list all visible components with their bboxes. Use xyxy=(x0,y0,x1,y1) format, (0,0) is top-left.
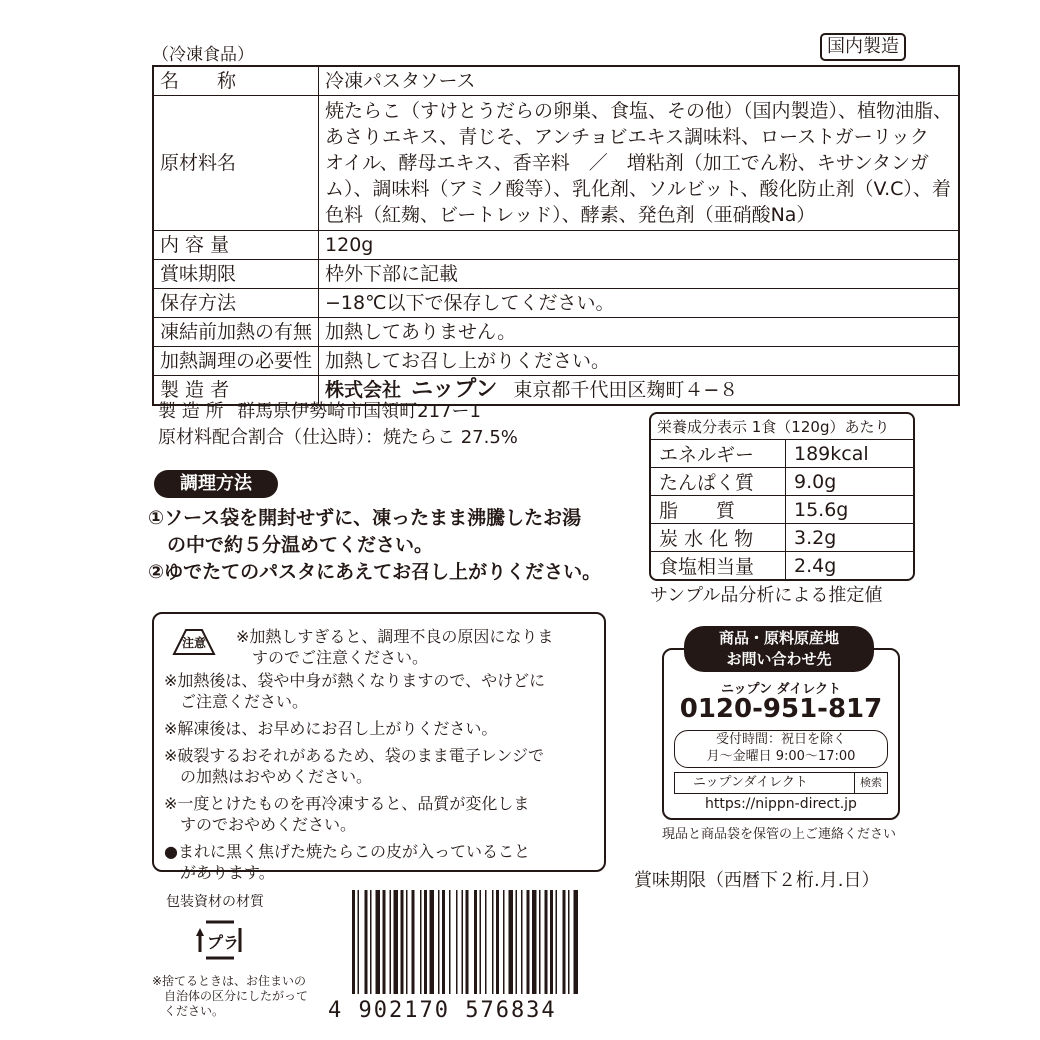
nutrition-value: 9.0g xyxy=(786,468,914,496)
contact-hours-line: 受付時間：祝日を除く xyxy=(715,732,846,747)
barcode-bar xyxy=(516,890,518,994)
packaging-note-line: ※捨てるときは、お住まいの xyxy=(152,974,307,988)
label-row-preheat xyxy=(153,318,959,347)
contact-box xyxy=(662,648,900,820)
cooking-step: ②ゆでたてのパスタにあえてお召し上がりください。 xyxy=(148,561,602,583)
factory-value: 群馬県伊勢崎市国領町217ー1 xyxy=(237,401,481,422)
ingredients-line: オイル、酵母エキス、香辛料 ／ 増粘剤（加工でん粉、キサンタンガ xyxy=(325,152,930,174)
barcode-bar xyxy=(545,890,548,994)
barcode-bar xyxy=(527,890,530,994)
caution-line: があります。 xyxy=(164,863,275,882)
barcode-bar xyxy=(352,890,355,994)
caution-icon xyxy=(172,626,216,656)
nutrition-row xyxy=(651,524,913,552)
barcode-bar xyxy=(401,890,404,994)
barcode-bar xyxy=(442,890,445,994)
ingredients-line: ム）、調味料（アミノ酸等）、乳化剤、ソルビット、酸化防止剤（V.C）、着 xyxy=(325,178,951,200)
label-key: 凍結前加熱の有無 xyxy=(153,318,319,347)
packaging-note-line: 自治体の区分にしたがって xyxy=(164,989,309,1003)
nutrition-value: 2.4g xyxy=(786,552,914,580)
caution-line: すのでおやめください。 xyxy=(164,815,357,834)
nutrition-key: エネルギー xyxy=(651,440,786,468)
packaging-title: 包装資材の材質 xyxy=(166,894,264,910)
maker-company: 株式会社 xyxy=(325,379,402,401)
category-label: （冷凍食品） xyxy=(152,45,254,65)
label-key: 賞味期限 xyxy=(153,260,319,289)
label-value: 加熱してお召し上がりください。 xyxy=(319,347,960,376)
barcode-bar xyxy=(358,890,360,994)
barcode-bar xyxy=(539,890,541,994)
barcode-bar xyxy=(563,890,566,994)
barcode-bar xyxy=(474,890,477,994)
label-value: −18℃以下で保存してください。 xyxy=(319,289,960,318)
caution-line: ご注意ください。 xyxy=(164,692,309,711)
label-key: 加熱調理の必要性 xyxy=(153,347,319,376)
recycle-mark-icon xyxy=(192,916,248,964)
nutrition-value: 189kcal xyxy=(794,442,869,465)
packaging-note xyxy=(152,974,308,1019)
caution-line: ※解凍後は、お早めにお召し上がりください。 xyxy=(164,719,498,738)
caution-line: ●まれに黒く焦げた焼たらこの皮が入っていること xyxy=(164,842,530,861)
barcode-bar xyxy=(430,890,435,994)
nutrition-table xyxy=(649,412,915,581)
label-row-expiry xyxy=(153,260,959,289)
packaging-note-line: ください。 xyxy=(164,1004,225,1018)
barcode-bar xyxy=(521,890,523,994)
label-table xyxy=(152,65,960,406)
contact-brand: ニップン ダイレクト xyxy=(721,682,841,697)
label-key: 保存方法 xyxy=(153,289,319,318)
caution-line: ※破裂するおそれがあるため、袋のまま電子レンジで xyxy=(164,746,544,765)
barcode-bar xyxy=(509,890,514,994)
label-value: 冷凍パスタソース xyxy=(319,66,960,96)
barcode-bar xyxy=(456,890,458,994)
contact-hours xyxy=(674,730,888,768)
expiry-note: 賞味期限（西暦下２桁.月.日） xyxy=(634,870,880,891)
maker-brand: ニップン xyxy=(411,377,498,402)
barcode-bar xyxy=(390,890,392,994)
nutrition-key: 脂 質 xyxy=(651,496,786,524)
contact-phone: 0120-951-817 xyxy=(679,694,883,724)
nutrition-key: たんぱく質 xyxy=(651,468,786,496)
barcode-bar xyxy=(406,890,408,994)
barcode-bar xyxy=(462,890,464,994)
caution-line: ※一度とけたものを再冷凍すると、品質が変化しま xyxy=(164,794,530,813)
label-row-content xyxy=(153,231,959,260)
nutrition-row xyxy=(651,468,913,496)
barcode xyxy=(328,890,588,1023)
ingredients-line: あさりエキス、青じそ、アンチョビエキス調味料、ローストガーリック xyxy=(325,126,929,148)
label-row-ingredients xyxy=(153,96,959,231)
barcode-bar xyxy=(503,890,505,994)
recycle-mark-text: プラ xyxy=(207,933,240,952)
barcode-bars xyxy=(328,890,588,1000)
cooking-step: ①ソース袋を開封せずに、凍ったまま沸騰したお湯 xyxy=(148,507,582,529)
nutrition-row xyxy=(651,440,913,468)
search-button[interactable]: 検索 xyxy=(854,773,887,793)
barcode-bar xyxy=(420,890,422,994)
nutrition-key: 炭 水 化 物 xyxy=(651,524,786,552)
contact-note: 現品と商品袋を保管の上ご連絡ください xyxy=(662,827,897,842)
nutrition-header: 栄養成分表示 1食（120g）あたり xyxy=(651,414,913,440)
contact-url[interactable]: https://nippn-direct.jp xyxy=(705,796,857,812)
ingredients-line: 色料（紅麹、ビートレッド）、酵素、発色剤（亜硝酸Na） xyxy=(325,204,816,226)
cooking-title: 調理方法 xyxy=(154,470,278,498)
barcode-bar xyxy=(412,890,415,994)
caution-icon-text: 注意 xyxy=(182,636,207,650)
label-row-name xyxy=(153,66,959,96)
caution-box xyxy=(152,612,606,882)
label-value: 枠外下部に記載 xyxy=(319,260,960,289)
ratio-line: 原材料配合割合（仕込時）：焼たらこ 27.5% xyxy=(158,427,518,448)
nutrition-key: 食塩相当量 xyxy=(651,552,786,580)
barcode-bar xyxy=(574,890,579,994)
cooking-step: の中で約５分温めてください。 xyxy=(148,534,434,556)
nutrition-note: サンプル品分析による推定値 xyxy=(650,585,883,606)
cooking-steps xyxy=(148,505,601,586)
barcode-bar xyxy=(480,890,482,994)
barcode-bar xyxy=(496,890,499,994)
barcode-bar xyxy=(394,890,399,994)
barcode-bar xyxy=(449,890,451,994)
maker-address: 東京都千代田区麹町４−８ xyxy=(513,379,739,401)
caution-line: ※加熱しすぎると、調理不良の原因になりま xyxy=(236,627,554,646)
label-key: 製 造 者 xyxy=(153,376,319,406)
label-value: 120g xyxy=(319,231,960,260)
contact-title-line: お問い合わせ先 xyxy=(726,650,832,668)
nutrition-row xyxy=(651,496,913,524)
origin-badge: 国内製造 xyxy=(820,33,906,61)
caution-line: ※加熱後は、袋や中身が熱くなりますので、やけどに xyxy=(164,671,546,690)
label-value: 加熱してありません。 xyxy=(319,318,960,347)
barcode-bar xyxy=(438,890,440,994)
barcode-bar xyxy=(466,890,469,994)
barcode-bar xyxy=(485,890,487,994)
nutrition-value: 15.6g xyxy=(786,496,914,524)
caution-line: すのでご注意ください。 xyxy=(236,648,429,667)
label-key: 内 容 量 xyxy=(153,231,319,260)
label-row-cooking-need xyxy=(153,347,959,376)
barcode-bar xyxy=(424,890,427,994)
barcode-bar xyxy=(550,890,553,994)
factory-label: 製 造 所 xyxy=(158,401,224,422)
barcode-bar xyxy=(556,890,558,994)
contact-title-line: 商品・原料原産地 xyxy=(718,629,839,647)
nutrition-row xyxy=(651,552,913,580)
barcode-bar xyxy=(370,890,372,994)
factory-line xyxy=(158,397,481,423)
barcode-digits: 4 902170 576834 xyxy=(328,998,557,1023)
caution-line: の加熱はおやめください。 xyxy=(164,767,373,786)
barcode-bar xyxy=(365,890,368,994)
barcode-bar xyxy=(568,890,570,994)
nutrition-value: 3.2g xyxy=(786,524,914,552)
contact-hours-line: 月〜金曜日 9:00〜17:00 xyxy=(706,749,856,764)
barcode-bar xyxy=(383,890,386,994)
label-key: 名 称 xyxy=(160,70,237,92)
barcode-bar xyxy=(376,890,381,994)
ingredients-line: 焼たらこ（すけとうだらの卵巣、食塩、その他）（国内製造）、植物油脂、 xyxy=(325,100,953,122)
search-box[interactable] xyxy=(674,772,888,794)
barcode-bar xyxy=(532,890,537,994)
search-text: ニップンダイレクト xyxy=(693,775,808,790)
label-key: 原材料名 xyxy=(153,96,319,231)
label-row-storage xyxy=(153,289,959,318)
barcode-bar xyxy=(492,890,494,994)
